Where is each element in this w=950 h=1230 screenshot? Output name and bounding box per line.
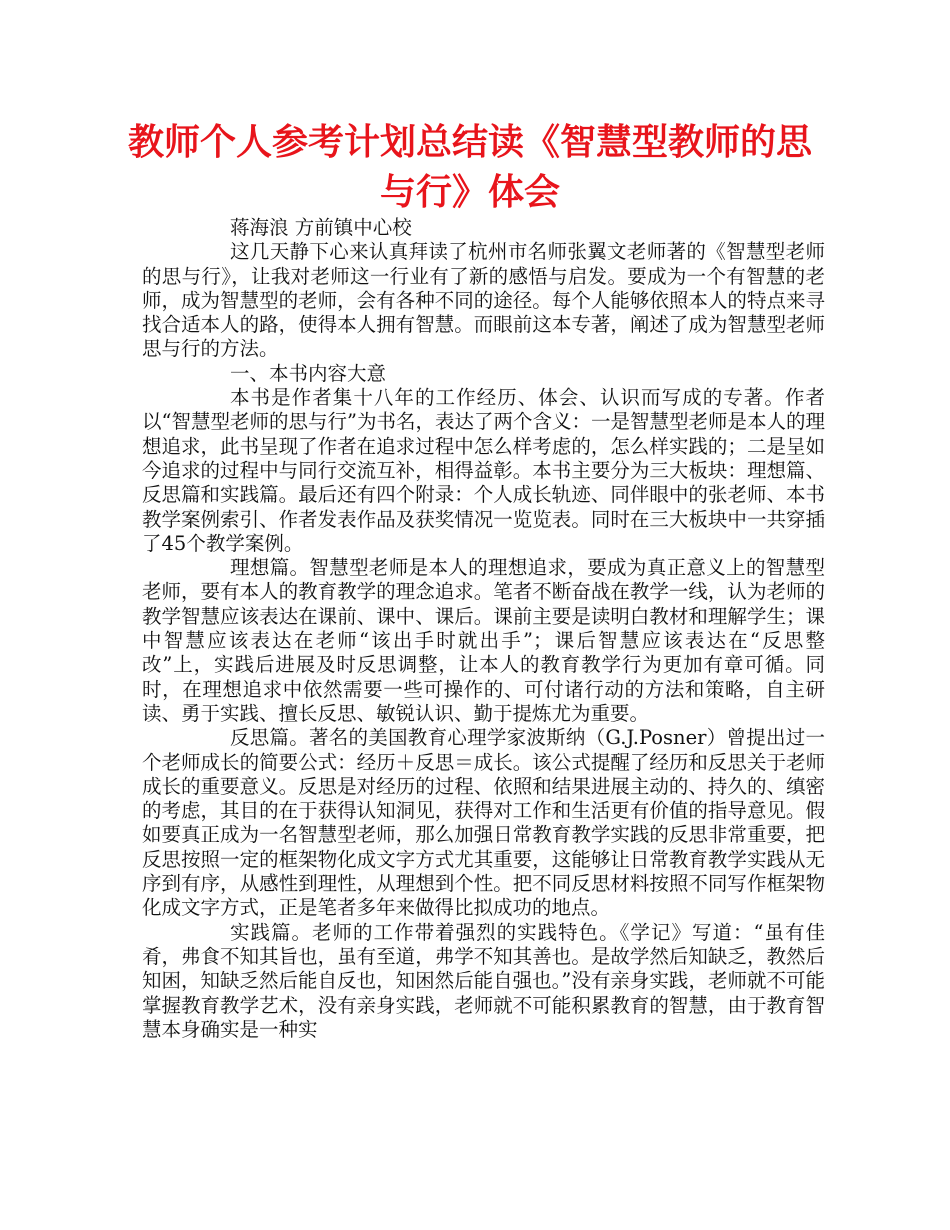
paragraph-ideal: 理想篇。智慧型老师是本人的理想追求，要成为真正意义上的智慧型老师，要有本人的教育教学的理念追求。笔者不断奋战在教学一线，认为老师的教学智慧应该表达在课前、课中、课后。课前主要是读明白教材和理解学生；课中智慧应该表达在老师“该出手时就出手”；课后智慧应该表达在“反思整改”上，实践后进展及时反思调整，让本人的教育教学行为更加有章可循。同时，在理想追求中依然需要一些可操作的、可付诸行动的方法和策略，自主研读、勇于实践、擅长反思、敏锐认识、勤于提炼尤为重要。 (142, 556, 825, 725)
paragraph-reflection: 反思篇。著名的美国教育心理学家波斯纳（G.J.Posner）曾提出过一个老师成长的简要公式：经历＋反思＝成长。该公式提醒了经历和反思关于老师成长的重要意义。反思是对经历的过程、依照和结果进展主动的、持久的、缜密的考虑，其目的在于获得认知洞见，获得对工作和生活更有价值的指导意见。假如要真正成为一名智慧型老师，那么加强日常教育教学实践的反思非常重要，把反思按照一定的框架物化成文字方式尤其重要，这能够让日常教育教学实践从无序到有序，从感性到理性，从理想到个性。把不同反思材料按照不同写作框架物化成文字方式，正是笔者多年来做得比拟成功的地点。 (142, 726, 825, 920)
section-heading: 一、本书内容大意 (230, 361, 387, 385)
paragraph-summary: 本书是作者集十八年的工作经历、体会、认识而写成的专著。作者以“智慧型老师的思与行”为书名，表达了两个含义：一是智慧型老师是本人的理想追求，此书呈现了作者在追求过程中怎么样考虑的，怎么样实践的；二是呈如今追求的过程中与同行交流互补，相得益彰。本书主要分为三大板块：理想篇、反思篇和实践篇。最后还有四个附录：个人成长轨迹、同伴眼中的张老师、本书教学案例索引、作者发表作品及获奖情况一览览表。同时在三大板块中一共穿插了45个教学案例。 (142, 386, 825, 555)
document-body (142, 216, 825, 1042)
paragraph-practice: 实践篇。老师的工作带着强烈的实践特色。《学记》写道：“虽有佳肴，弗食不知其旨也，虽有至道，弗学不知其善也。是故学然后知缺乏，教然后知困，知缺乏然后能自反也，知困然后能自强也。”没有亲身实践，老师就不可能掌握教育教学艺术，没有亲身实践，老师就不可能积累教育的智慧，由于教育智慧本身确实是一种实 (142, 920, 825, 1041)
paragraph-intro: 这几天静下心来认真拜读了杭州市名师张翼文老师著的《智慧型老师的思与行》，让我对老师这一行业有了新的感悟与启发。要成为一个有智慧的老师，成为智慧型的老师，会有各种不同的途径。每个人能够依照本人的特点来寻找合适本人的路，使得本人拥有智慧。而眼前这本专著，阐述了成为智慧型老师思与行的方法。 (142, 240, 825, 361)
document-title: 教师个人参考计划总结读《智慧型教师的思与行》体会 (127, 122, 812, 213)
author-line: 蒋海浪 方前镇中心校 (230, 216, 412, 239)
